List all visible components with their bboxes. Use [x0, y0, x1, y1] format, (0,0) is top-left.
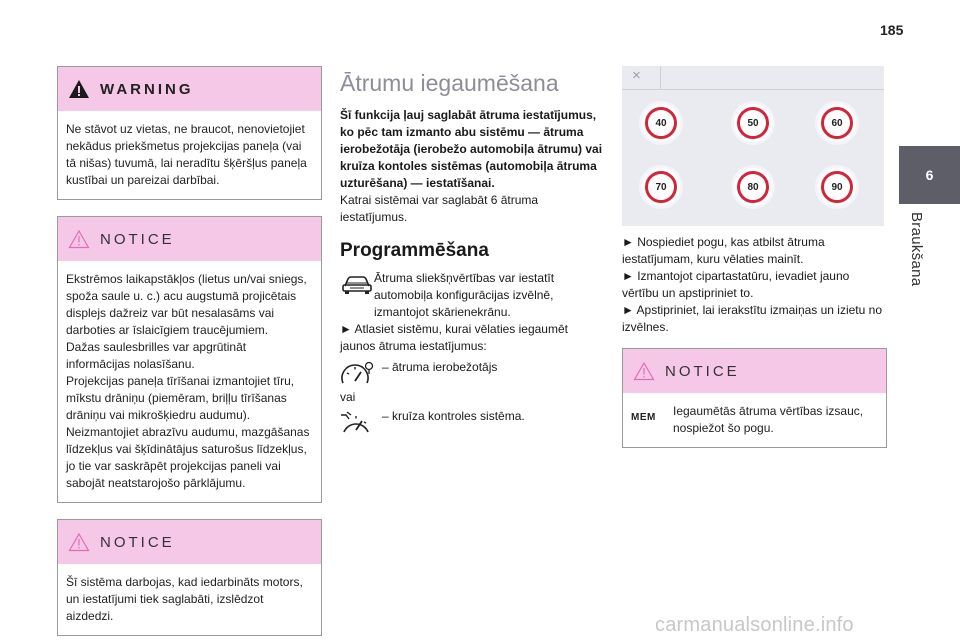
limiter-text: – ātruma ierobežotājs: [382, 360, 498, 374]
notice-mem-text: Iegaumētās ātruma vērtības izsauc, nospiežot šo pogu.: [673, 404, 864, 435]
speed-memory-screen: [622, 66, 884, 226]
instruction-press: ► Nospiediet pogu, kas atbilst ātruma iestatījumam, kuru vēlaties mainīt.: [622, 235, 825, 266]
speed-value: 70: [655, 181, 667, 193]
speed-limiter-icon: [340, 359, 374, 389]
speed-value: 80: [747, 181, 759, 193]
notice-box-mem: [622, 348, 887, 448]
limiter-row: [340, 359, 605, 389]
middle-column: [340, 66, 605, 438]
page-number: 185: [880, 22, 904, 38]
notice-text-cleaning: Projekcijas paneļa tīrīšanai izmantojiet tīru, mīkstu drāniņu (piemēram, briļļu tīrīšanas drāniņu vai mikrošķiedru audumu). Neizmantojiet abrazīvu audumu, mazgāšanas līdzekļus vai šķīdinātājus saturošus līdzekļus, jo tie var saskrāpēt projekcijas paneli vai sabojāt neatstarojošo pārklājumu.: [66, 374, 310, 490]
notice-label: NOTICE: [100, 533, 175, 551]
watermark: carmanualsonline.info: [655, 614, 854, 636]
notice-text-weather: Ekstrēmos laikapstākļos (lietus un/vai sniegs, spoža saule u. c.) acu augstumā projicētais displejs dažreiz var būt nesalasāms vai darboties ar īslaicīgiem traucējumiem.: [66, 272, 307, 337]
cruise-text: – kruīza kontroles sistēma.: [382, 409, 525, 423]
notice-mem-body: [623, 393, 886, 447]
mem-button-label: MEM: [631, 412, 656, 423]
speed-button-5[interactable]: [734, 168, 772, 206]
notice-header: [623, 349, 886, 393]
speed-button-6[interactable]: [818, 168, 856, 206]
speed-button-1[interactable]: [642, 104, 680, 142]
notice-text-sunglasses: Dažas saulesbrilles var apgrūtināt informācijas nolasīšanu.: [66, 340, 247, 371]
speed-value: 90: [831, 181, 843, 193]
notice-text: Šī sistēma darbojas, kad iedarbināts motors, un iestatījumi tiek saglabāti, izslēdzot aizdedzi.: [66, 575, 303, 623]
right-column: [622, 66, 887, 464]
warning-text: Ne stāvot uz vietas, ne braucot, nenovietojiet nekādus priekšmetus projekcijas paneļa (vai tā nišas) tuvumā, lai neradītu šķēršļus paneļa kustībai un pareizai darbībai.: [66, 122, 307, 187]
notice-box-system: [57, 519, 322, 636]
notice-label: NOTICE: [665, 362, 740, 380]
close-icon[interactable]: ×: [632, 67, 641, 84]
step-select-system: ► Atlasiet sistēmu, kurai vēlaties iegaumēt jaunos ātruma iestatījumus:: [340, 322, 568, 353]
speed-button-3[interactable]: [818, 104, 856, 142]
speed-button-4[interactable]: [642, 168, 680, 206]
step-config-row: [340, 270, 605, 321]
programming-subtitle: Programmēšana: [340, 240, 489, 261]
step-config-text: Ātruma sliekšņvērtības var iestatīt automobiļa konfigurācijas izvēlnē, izmantojot skārienekrānu.: [374, 271, 555, 319]
notice-triangle-icon: [633, 361, 655, 381]
cruise-row: [340, 408, 605, 438]
section-title: Ātrumu iegaumēšana: [340, 70, 559, 96]
or-text: vai: [340, 390, 356, 404]
speed-value: 40: [655, 117, 667, 129]
speed-value: 50: [747, 117, 759, 129]
chapter-tab[interactable]: [899, 146, 960, 204]
car-settings-icon: [340, 270, 374, 296]
left-column: [57, 66, 322, 640]
section-lead-note: Katrai sistēmai var saglabāt 6 ātruma iestatījumus.: [340, 193, 539, 224]
cruise-control-icon: [340, 408, 374, 438]
warning-header: [58, 67, 321, 111]
section-lead: Šī funkcija ļauj saglabāt ātruma iestatījumus, ko pēc tam izmanto abu sistēmu — ātruma ierobežotāja (ierobežo automobiļa ātrumu) vai kruīza kontoles sistēmas (automobiļa ātruma uzturēšana) — iestatīšanai.: [340, 108, 603, 190]
topbar-separator: [660, 66, 661, 90]
notice-header: [58, 217, 321, 261]
speed-button-2[interactable]: [734, 104, 772, 142]
notice-body: [58, 261, 321, 502]
speed-value: 60: [831, 117, 843, 129]
instruction-enter: ► Izmantojot cipartastatūru, ievadiet jauno vērtību un apstipriniet to.: [622, 269, 850, 300]
chapter-number: 6: [925, 167, 934, 183]
warning-triangle-icon: [68, 79, 90, 99]
chapter-title: Braukšana: [908, 212, 925, 287]
warning-box: [57, 66, 322, 200]
notice-triangle-icon: [68, 532, 90, 552]
notice-triangle-icon: [68, 229, 90, 249]
screen-topbar: [622, 66, 884, 90]
warning-label: WARNING: [100, 80, 194, 98]
notice-label: NOTICE: [100, 230, 175, 248]
notice-box-display: [57, 216, 322, 503]
notice-header: [58, 520, 321, 564]
instruction-confirm: ► Apstipriniet, lai ierakstītu izmaiņas un izietu no izvēlnes.: [622, 303, 882, 334]
